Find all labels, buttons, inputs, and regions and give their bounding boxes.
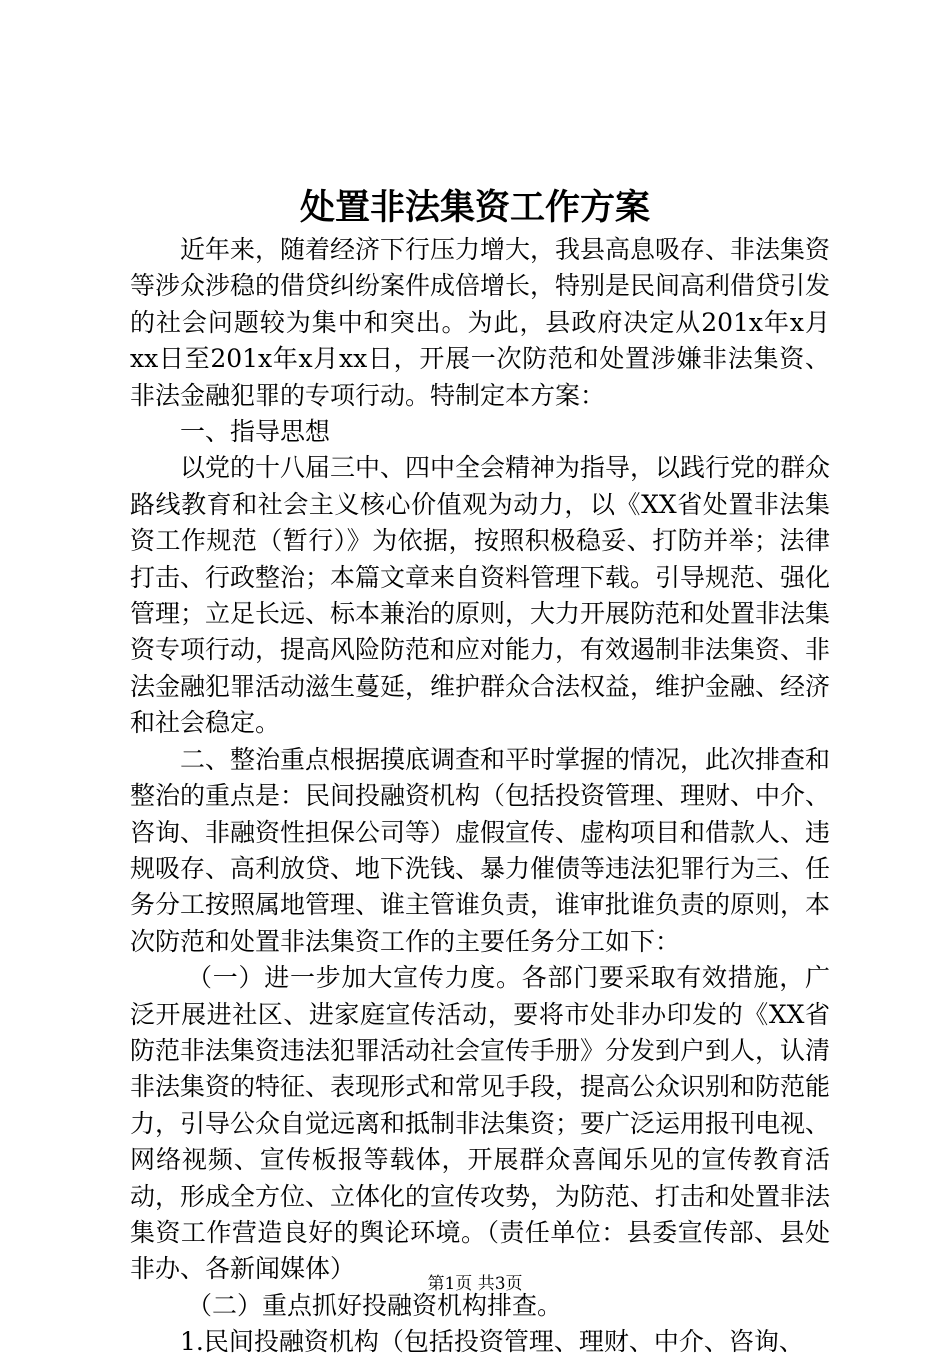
paragraph-guiding-ideology: 以党的十八届三中、四中全会精神为指导，以践行党的群众路线教育和社会主义核心价值观为动力，以《XX省处置非法集资工作规范（暂行）》为依据，按照积极稳妥、打防并举；法律打击、行政整治；本篇文章来自资料管理下载。引导规范、强化管理；立足长远、标本兼治的原则，大力开展防范和处置非法集资专项行动，提高风险防范和应对能力，有效遏制非法集资、非法金融犯罪活动滋生蔓延，维护群众合法权益，维护金融、经济和社会稳定。 [130, 453, 831, 738]
heading-guiding-ideology: 一、指导思想 [180, 417, 331, 447]
paragraph-item-1: 1.民间投融资机构（包括投资管理、理财、中介、咨询、 [180, 1327, 804, 1357]
paragraph-publicity: （一）进一步加大宣传力度。各部门要采取有效措施，广泛开展进社区、进家庭宣传活动，要将市处非办印发的《XX省防范非法集资违法犯罪活动社会宣传手册》分发到户到人，认清非法集资的特征、表现形式和常见手段，提高公众识别和防范能力，引导公众自觉远离和抵制非法集资；要广泛运用报刊电视、网络视频、宣传板报等载体，开展群众喜闻乐见的宣传教育活动，形成全方位、立体化的宣传攻势，为防范、打击和处置非法集资工作营造良好的舆论环境。（责任单位：县委宣传部、县处非办、各新闻媒体） [130, 963, 831, 1284]
paragraph-rectification-focus: 二、整治重点根据摸底调查和平时掌握的情况，此次排查和整治的重点是：民间投融资机构（包括投资管理、理财、中介、咨询、非融资性担保公司等）虚假宣传、虚构项目和借款人、违规吸存、高利放贷、地下洗钱、暴力催债等违法犯罪行为三、任务分工按照属地管理、谁主管谁负责，谁审批谁负责的原则，本次防范和处置非法集资工作的主要任务分工如下： [130, 744, 831, 956]
page-footer: 第1页 共3页 [427, 1274, 523, 1294]
document-title: 处置非法集资工作方案 [299, 187, 650, 228]
heading-institution-inspection: （二）重点抓好投融资机构排查。 [187, 1290, 563, 1320]
document-body [130, 232, 830, 1361]
paragraph-intro: 近年来，随着经济下行压力增大，我县高息吸存、非法集资等涉众涉稳的借贷纠纷案件成倍增长，特别是民间高利借贷引发的社会问题较为集中和突出。为此，县政府决定从201x年x月xx日至201x年x月xx日，开展一次防范和处置涉嫌非法集资、非法金融犯罪的专项行动。特制定本方案： [130, 235, 831, 410]
